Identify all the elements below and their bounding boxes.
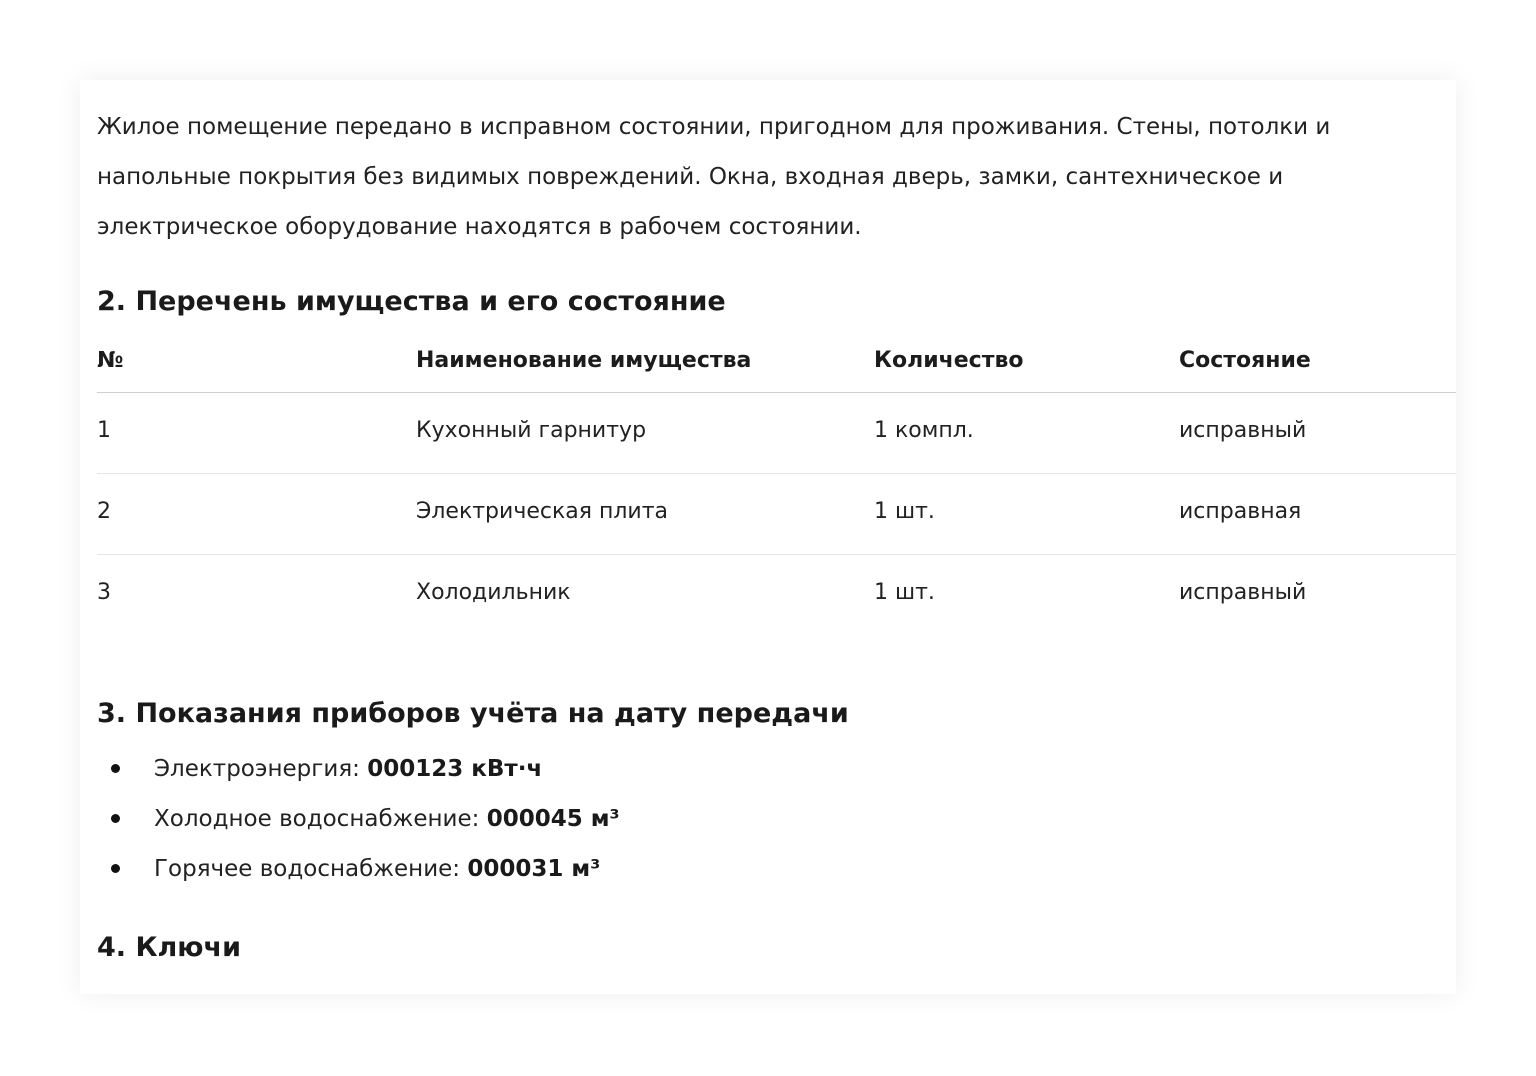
intro-paragraph: Жилое помещение передано в исправном состоянии, пригодном для проживания. Стены, потолки и напольные покрытия без видимых повреждений. Окна, входная дверь, замки, сантехническое и электрическое оборудование находятся в рабочем состоянии. bbox=[97, 114, 1331, 240]
item-state: исправный bbox=[1179, 580, 1307, 605]
item-state: исправный bbox=[1179, 418, 1307, 443]
bullet-icon bbox=[111, 764, 120, 773]
list-item bbox=[80, 794, 1456, 844]
meter-value: 000123 кВт·ч bbox=[367, 756, 543, 782]
bullet-icon bbox=[111, 864, 120, 873]
column-header-state: Состояние bbox=[1179, 348, 1311, 373]
document-card bbox=[80, 80, 1456, 994]
section-keys-heading: 4. Ключи bbox=[97, 932, 241, 963]
item-quantity: 1 компл. bbox=[874, 418, 974, 443]
row-number: 1 bbox=[97, 418, 111, 443]
meter-label: Электроэнергия: bbox=[154, 756, 368, 782]
table-row bbox=[97, 555, 1456, 635]
meter-label: Горячее водоснабжение: bbox=[154, 856, 468, 882]
meter-label: Холодное водоснабжение: bbox=[154, 806, 487, 832]
meter-readings-list bbox=[80, 744, 1456, 894]
column-header-name: Наименование имущества bbox=[416, 348, 752, 373]
table-row bbox=[97, 474, 1456, 555]
item-state: исправная bbox=[1179, 499, 1302, 524]
item-name: Холодильник bbox=[416, 580, 571, 605]
row-number: 2 bbox=[97, 499, 111, 524]
section-inventory-heading: 2. Перечень имущества и его состояние bbox=[97, 286, 726, 317]
list-item bbox=[80, 844, 1456, 894]
item-quantity: 1 шт. bbox=[874, 580, 935, 605]
item-name: Электрическая плита bbox=[416, 499, 668, 524]
list-item bbox=[80, 744, 1456, 794]
item-quantity: 1 шт. bbox=[874, 499, 935, 524]
column-header-quantity: Количество bbox=[874, 348, 1024, 373]
inventory-table bbox=[97, 335, 1456, 635]
meter-value: 000045 м³ bbox=[486, 806, 620, 832]
section-meters-heading: 3. Показания приборов учёта на дату передачи bbox=[97, 698, 849, 729]
item-name: Кухонный гарнитур bbox=[416, 418, 647, 443]
row-number: 3 bbox=[97, 580, 111, 605]
table-header-row bbox=[97, 335, 1456, 393]
meter-value: 000031 м³ bbox=[467, 856, 601, 882]
table-row bbox=[97, 393, 1456, 474]
column-header-number: № bbox=[97, 348, 124, 373]
bullet-icon bbox=[111, 814, 120, 823]
